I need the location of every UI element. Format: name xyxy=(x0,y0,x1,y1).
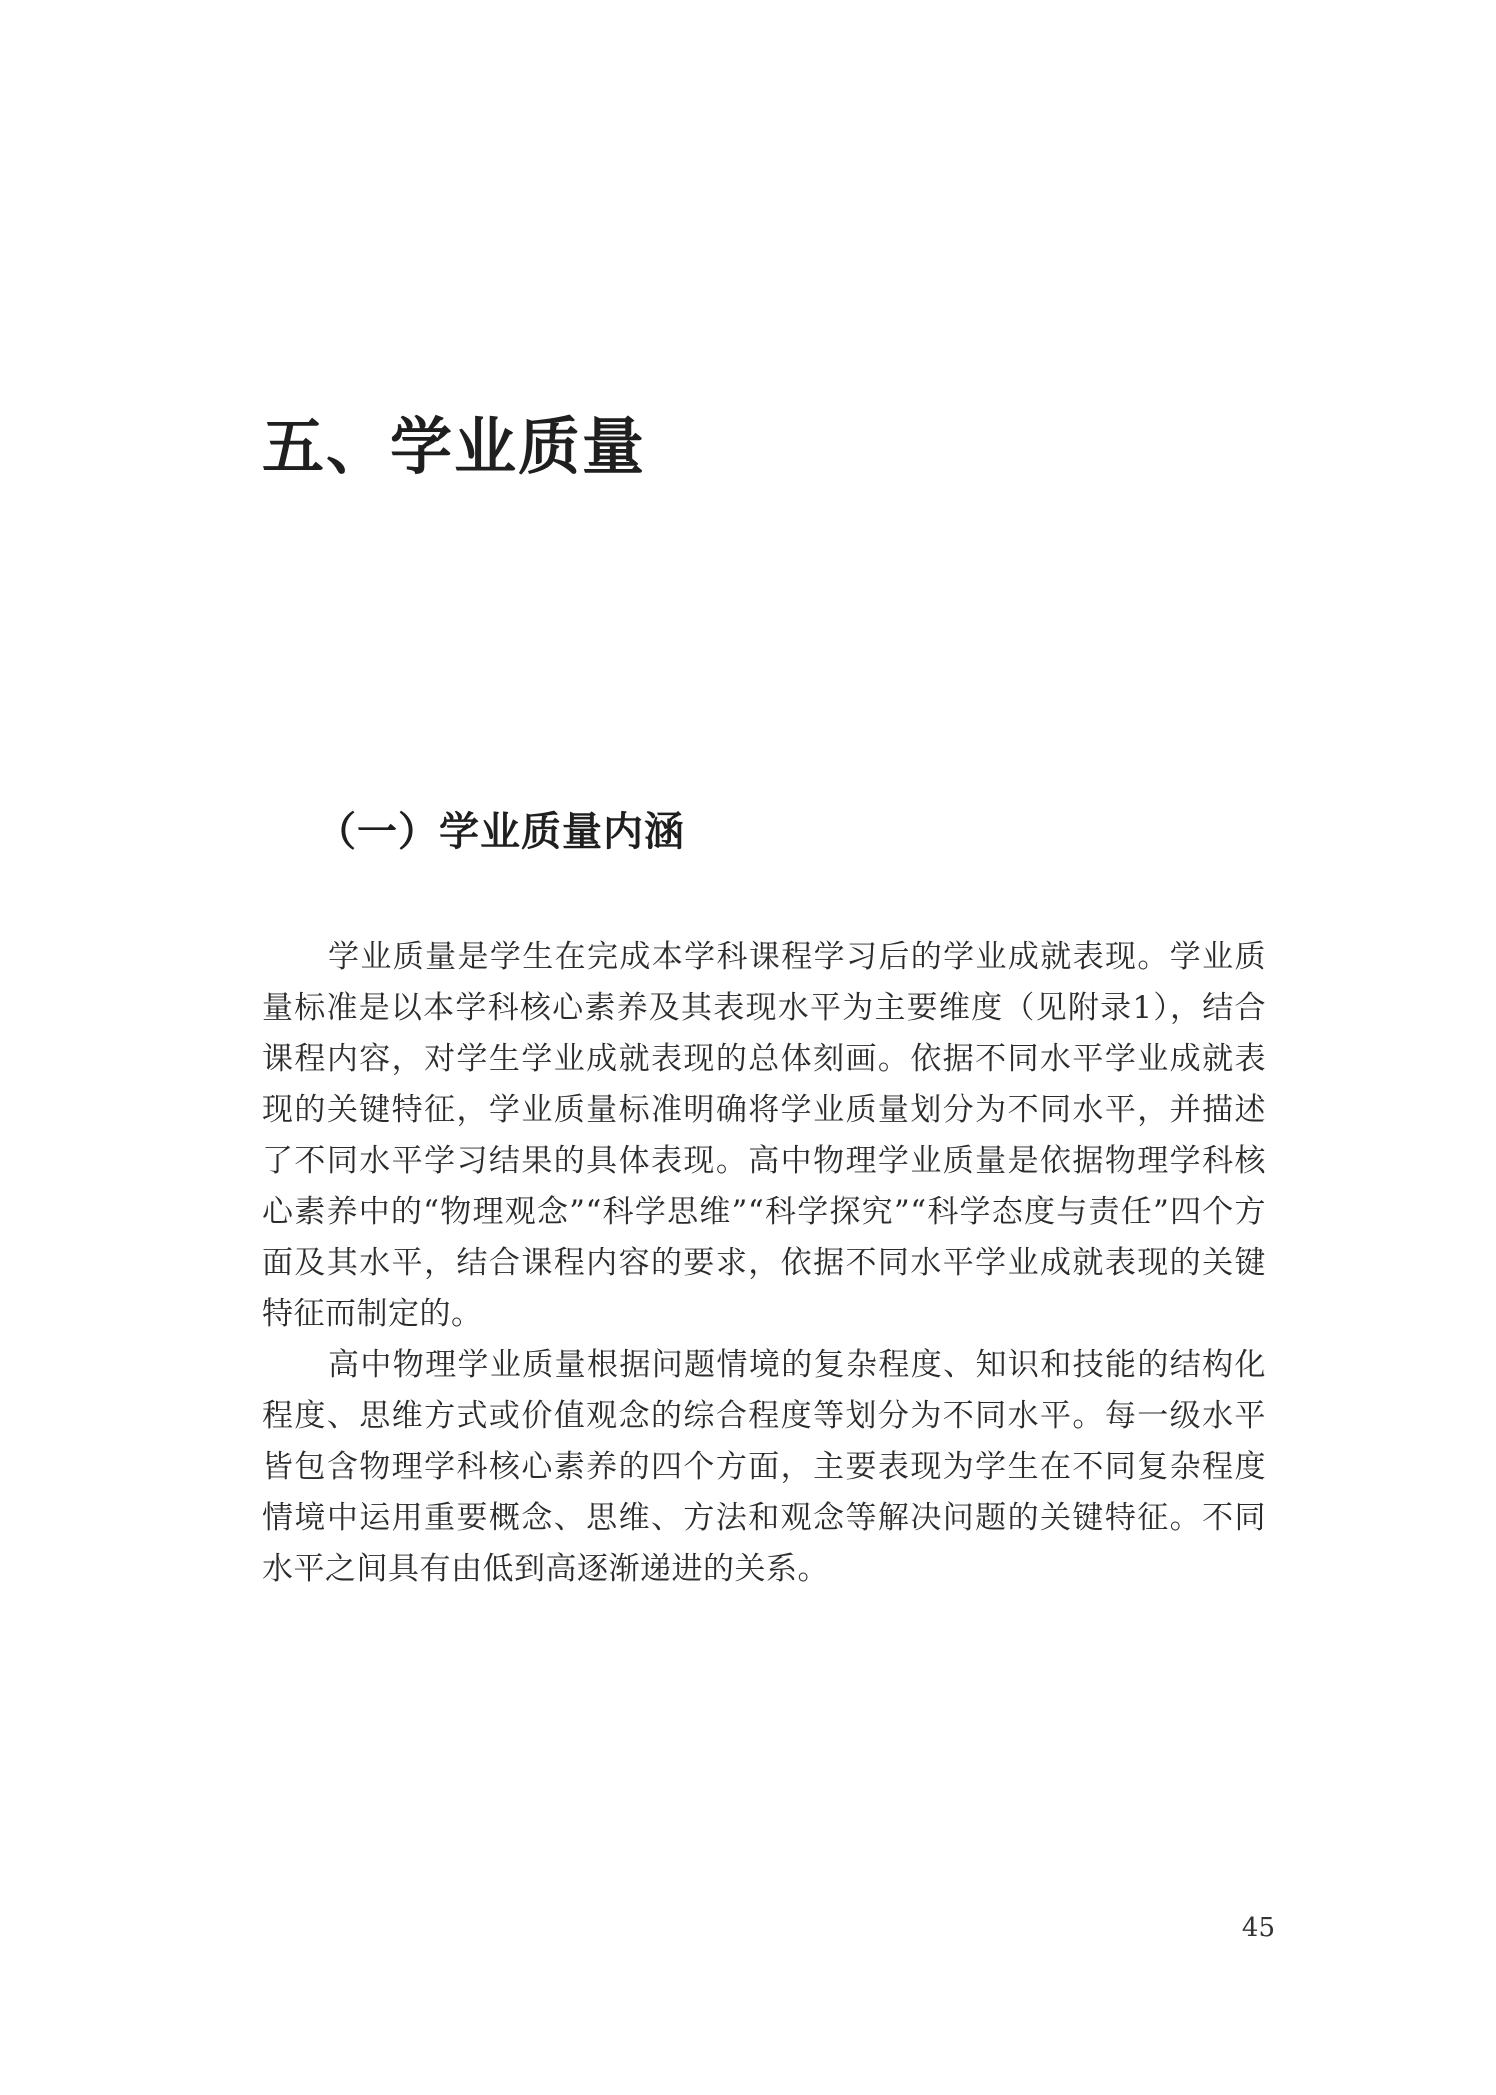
paragraph-2: 高中物理学业质量根据问题情境的复杂程度、知识和技能的结构化程度、思维方式或价值观念的综合程度等划分为不同水平。每一级水平皆包含物理学科核心素养的四个方面，主要表现为学生在不同复杂程度情境中运用重要概念、思维、方法和观念等解决问题的关键特征。不同水平之间具有由低到高逐渐递进的关系。 xyxy=(262,1347,1266,1587)
body-text xyxy=(262,932,1266,1595)
paragraph-1: 学业质量是学生在完成本学科课程学习后的学业成就表现。学业质量标准是以本学科核心素养及其表现水平为主要维度（见附录1），结合课程内容，对学生学业成就表现的总体刻画。依据不同水平学业成就表现的关键特征，学业质量标准明确将学业质量划分为不同水平，并描述了不同水平学习结果的具体表现。高中物理学业质量是依据物理学科核心素养中的“物理观念”“科学思维”“科学探究”“科学态度与责任”四个方面及其水平，结合课程内容的要求，依据不同水平学业成就表现的关键特征而制定的。 xyxy=(262,939,1266,1332)
page-number: 45 xyxy=(1241,1913,1275,1943)
section-title: （一）学业质量内涵 xyxy=(316,808,685,855)
chapter-title: 五、学业质量 xyxy=(262,410,647,483)
